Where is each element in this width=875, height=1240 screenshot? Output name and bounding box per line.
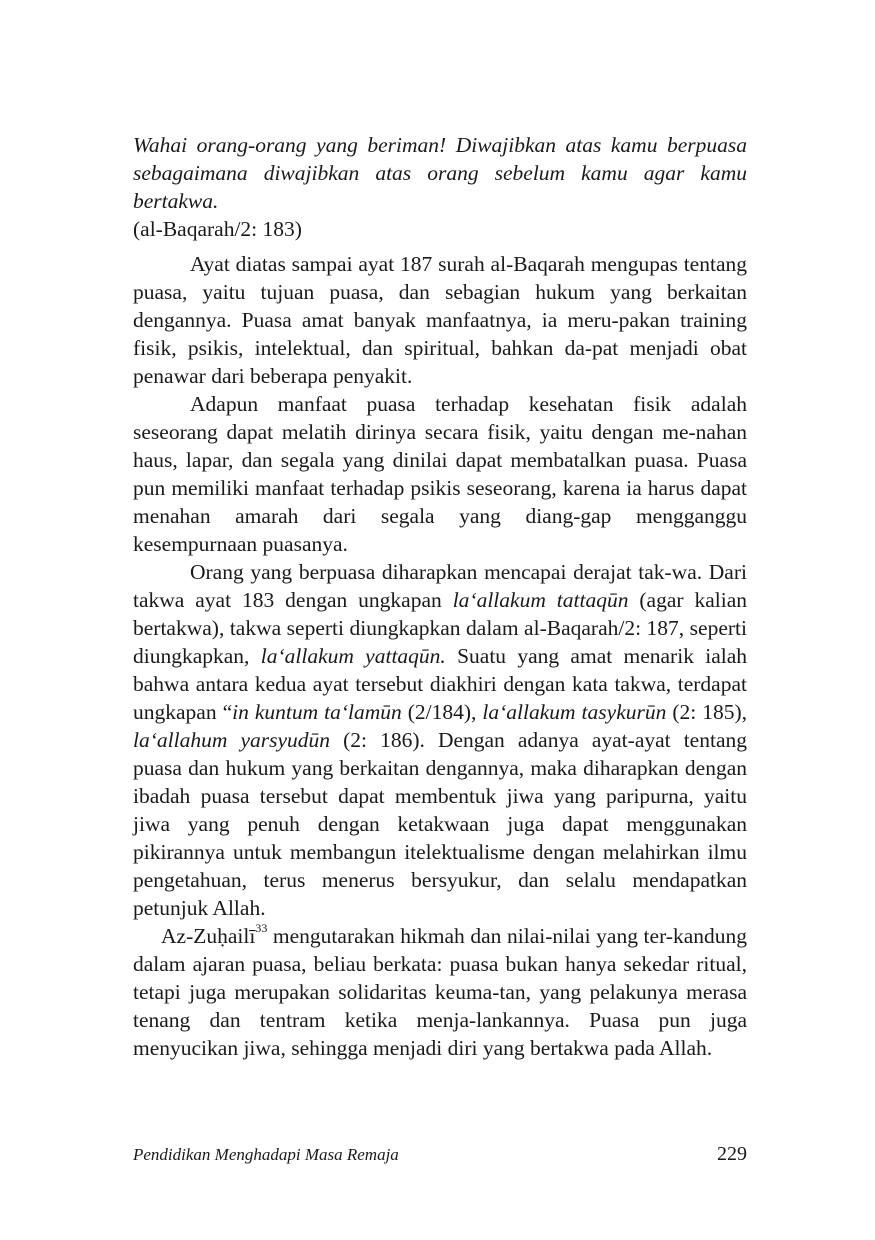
paragraph-4	[133, 922, 747, 1062]
running-footer-title: Pendidikan Menghadapi Masa Remaja	[133, 1145, 399, 1164]
arabic-term-2: la‘allakum yattaqūn.	[260, 644, 446, 668]
arabic-term-1: la‘allakum tattaqūn	[452, 588, 629, 612]
paragraph-3-text-1: Orang yang berpuasa diharapkan mencapai derajat tak-wa. Dari takwa ayat 183 dengan ungkapan	[133, 560, 747, 612]
paragraph-3-text-3: Suatu yang amat menarik ialah bahwa antara kedua ayat tersebut diakhiri dengan kata takwa, terdapat ungkapan “	[133, 644, 748, 724]
paragraph-1: Ayat diatas sampai ayat 187 surah al-Baqarah mengupas tentang puasa, yaitu tujuan puasa, dan sebagian hukum yang berkaitan dengannya. Puasa amat banyak manfaatnya, ia meru-pakan training fisik, psikis, intelektual, dan spiritual, bahkan da-pat menjadi obat penawar dari beberapa penyakit.	[133, 252, 747, 388]
paragraph-3-text-5: (2: 185),	[666, 700, 748, 724]
quote-line-2: sebagaimana diwajibkan atas orang sebelum kamu agar kamu bertakwa.	[133, 161, 747, 213]
arabic-term-4: la‘allakum tasykurūn	[482, 700, 667, 724]
author-name: Az-Zuḥailī	[161, 924, 256, 948]
paragraph-2: Adapun manfaat puasa terhadap kesehatan fisik adalah seseorang dapat melatih dirinya secara fisik, yaitu dengan me-nahan haus, lapar, dan segala yang dinilai dapat membatalkan puasa. Puasa pun memiliki manfaat terhadap psikis seseorang, karena ia harus dapat menahan amarah dari segala yang diang-gap mengganggu kesempurnaan puasanya.	[133, 392, 747, 556]
arabic-term-5: la‘allahum yarsyudūn	[133, 728, 331, 752]
paragraph-3-text-6: (2: 186). Dengan adanya ayat-ayat tentang puasa dan hukum yang berkaitan dengannya, maka diharapkan dengan ibadah puasa tersebut dapat membentuk jiwa yang paripurna, yaitu jiwa yang penuh dengan ketakwaan juga dapat menggunakan pikirannya untuk membangun itelektualisme dengan melahirkan ilmu pengetahuan, terus menerus bersyukur, dan selalu mendapatkan petunjuk Allah.	[133, 728, 747, 920]
page-number: 229	[717, 1143, 747, 1165]
quote-line-1: Wahai orang-orang yang beriman! Diwajibkan atas kamu berpuasa	[133, 133, 747, 157]
paragraph-3-text-4: (2/184),	[401, 700, 483, 724]
paragraph-3-text-2: (agar kalian bertakwa), takwa seperti diungkapkan dalam al-Baqarah/2: 187, seperti diungkapkan,	[133, 588, 747, 668]
footnote-marker[interactable]: 33	[255, 920, 268, 935]
body-text	[133, 131, 747, 1062]
page-footer	[133, 1143, 747, 1166]
quote-reference: (al-Baqarah/2: 183)	[133, 217, 302, 241]
paragraph-4-text: mengutarakan hikmah dan nilai-nilai yang ter-kandung dalam ajaran puasa, beliau berkata: puasa bukan hanya sekedar ritual, tetapi juga merupakan solidaritas keuma-tan, yang pelakunya merasa tenang dan tentram ketika menja-lankannya. Puasa pun juga menyucikan jiwa, sehingga menjadi diri yang bertakwa pada Allah.	[133, 924, 747, 1060]
arabic-term-3: in kuntum ta‘lamūn	[232, 700, 402, 724]
paragraph-3	[133, 558, 747, 922]
